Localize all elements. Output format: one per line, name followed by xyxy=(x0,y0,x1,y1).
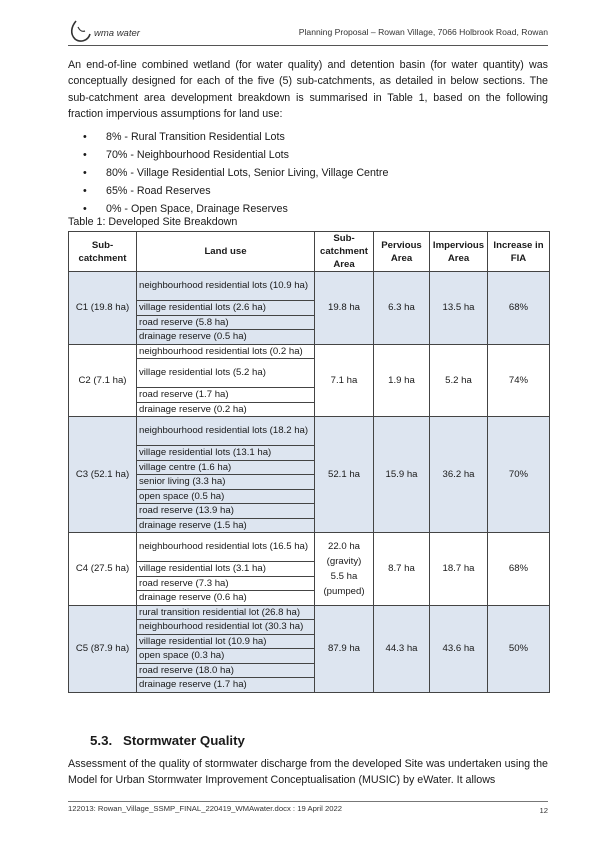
land-use-cell: neighbourhood residential lot (30.3 ha) xyxy=(137,620,315,635)
area-gravity: 22.0 ha xyxy=(327,540,360,552)
impervious-cell: 5.2 ha xyxy=(430,344,488,417)
area-cell: 87.9 ha xyxy=(315,605,374,692)
land-use-cell: drainage reserve (0.2 ha) xyxy=(137,402,315,417)
column-header: Increase in FIA xyxy=(488,232,550,272)
column-header: Impervious Area xyxy=(430,232,488,272)
bullet-icon: • xyxy=(83,167,87,179)
land-use-cell: road reserve (13.9 ha) xyxy=(137,504,315,519)
list-item: • 70% - Neighbourhood Residential Lots xyxy=(83,146,543,164)
subcatchment-cell: C1 (19.8 ha) xyxy=(69,272,137,345)
pervious-cell: 44.3 ha xyxy=(374,605,430,692)
list-item: • 8% - Rural Transition Residential Lots xyxy=(83,128,543,146)
page-number: 12 xyxy=(539,806,548,815)
section-heading xyxy=(90,733,245,748)
land-use-cell: rural transition residential lot (26.8 ha) xyxy=(137,605,315,620)
pervious-cell: 15.9 ha xyxy=(374,417,430,533)
table-row xyxy=(69,417,550,446)
impervious-cell: 18.7 ha xyxy=(430,533,488,606)
fia-increase-cell: 68% xyxy=(488,533,550,606)
subcatchment-cell: C4 (27.5 ha) xyxy=(69,533,137,606)
table-header-row xyxy=(69,232,550,272)
land-use-cell: road reserve (7.3 ha) xyxy=(137,576,315,591)
bullet-icon: • xyxy=(83,131,87,143)
land-use-cell: village centre (1.6 ha) xyxy=(137,460,315,475)
intro-paragraph: An end-of-line combined wetland (for water quality) and detention basin (for water quantity) was conceptually designed for each of the five (5) sub-catchments, as detailed in below sections. The sub-catchment area development breakdown is summarised in Table 1, based on the following fraction impervious assumptions for land use: xyxy=(68,59,548,121)
area-pumped-note: (pumped) xyxy=(323,585,365,597)
land-use-cell: neighbourhood residential lots (10.9 ha) xyxy=(137,272,315,301)
column-header: Pervious Area xyxy=(374,232,430,272)
bullet-icon: • xyxy=(83,149,87,161)
land-use-cell: village residential lots (2.6 ha) xyxy=(137,301,315,316)
land-use-cell: senior living (3.3 ha) xyxy=(137,475,315,490)
bullet-icon: • xyxy=(83,185,87,197)
column-header: Sub-catchment Area xyxy=(315,232,374,272)
area-cell: 7.1 ha xyxy=(315,344,374,417)
section-number: 5.3. xyxy=(90,733,113,748)
subcatchment-cell: C2 (7.1 ha) xyxy=(69,344,137,417)
table-row xyxy=(69,344,550,359)
list-item: • 0% - Open Space, Drainage Reserves xyxy=(83,200,543,218)
section-title: Stormwater Quality xyxy=(123,733,245,748)
area-cell: 52.1 ha xyxy=(315,417,374,533)
land-use-cell: open space (0.5 ha) xyxy=(137,489,315,504)
fia-increase-cell: 70% xyxy=(488,417,550,533)
land-use-cell: drainage reserve (0.5 ha) xyxy=(137,330,315,345)
land-use-cell: neighbourhood residential lots (18.2 ha) xyxy=(137,417,315,446)
land-use-cell: drainage reserve (1.7 ha) xyxy=(137,678,315,693)
page-header xyxy=(68,18,548,46)
table-row xyxy=(69,272,550,301)
section-paragraph: Assessment of the quality of stormwater discharge from the developed Site was undertaken using the Model for Urban Stormwater Improvement Conceptualisation (MUSIC) by eWater. It allows xyxy=(68,758,548,787)
table-row xyxy=(69,533,550,562)
impervious-cell: 36.2 ha xyxy=(430,417,488,533)
fia-increase-cell: 68% xyxy=(488,272,550,345)
list-item: • 65% - Road Reserves xyxy=(83,182,543,200)
column-header: Sub-catchment xyxy=(69,232,137,272)
document-title: Planning Proposal – Rowan Village, 7066 Holbrook Road, Rowan xyxy=(298,27,548,37)
land-use-cell: road reserve (1.7 ha) xyxy=(137,388,315,403)
impervious-cell: 13.5 ha xyxy=(430,272,488,345)
land-use-cell: village residential lot (10.9 ha) xyxy=(137,634,315,649)
land-use-cell: road reserve (5.8 ha) xyxy=(137,315,315,330)
subcatchment-cell: C3 (52.1 ha) xyxy=(69,417,137,533)
developed-site-breakdown-table xyxy=(68,231,550,693)
land-use-cell: neighbourhood residential lots (0.2 ha) xyxy=(137,344,315,359)
impervious-assumptions-list xyxy=(83,128,543,218)
area-cell xyxy=(315,533,374,606)
land-use-cell: village residential lots (13.1 ha) xyxy=(137,446,315,461)
area-pumped: 5.5 ha xyxy=(330,570,358,582)
pervious-cell: 1.9 ha xyxy=(374,344,430,417)
header-divider xyxy=(68,45,548,46)
pervious-cell: 8.7 ha xyxy=(374,533,430,606)
fia-increase-cell: 50% xyxy=(488,605,550,692)
subcatchment-cell: C5 (87.9 ha) xyxy=(69,605,137,692)
land-use-cell: village residential lots (3.1 ha) xyxy=(137,562,315,577)
logo-wordmark: wma water xyxy=(94,28,140,39)
land-use-cell: drainage reserve (1.5 ha) xyxy=(137,518,315,533)
column-header: Land use xyxy=(137,232,315,272)
bullet-icon: • xyxy=(83,203,87,215)
table-caption: Table 1: Developed Site Breakdown xyxy=(68,216,238,228)
fia-increase-cell: 74% xyxy=(488,344,550,417)
area-cell: 19.8 ha xyxy=(315,272,374,345)
land-use-cell: drainage reserve (0.6 ha) xyxy=(137,591,315,606)
wma-water-logo xyxy=(68,18,140,44)
impervious-cell: 43.6 ha xyxy=(430,605,488,692)
area-gravity-note: (gravity) xyxy=(326,555,362,567)
footer-divider xyxy=(68,801,548,802)
document-reference: 122013: Rowan_Village_SSMP_FINAL_220419_WMAwater.docx : 19 April 2022 xyxy=(68,804,343,813)
land-use-cell: neighbourhood residential lots (16.5 ha) xyxy=(137,533,315,562)
list-item: • 80% - Village Residential Lots, Senior Living, Village Centre xyxy=(83,164,543,182)
land-use-cell: road reserve (18.0 ha) xyxy=(137,663,315,678)
table-row xyxy=(69,605,550,620)
land-use-cell: open space (0.3 ha) xyxy=(137,649,315,664)
land-use-cell: village residential lots (5.2 ha) xyxy=(137,359,315,388)
pervious-cell: 6.3 ha xyxy=(374,272,430,345)
